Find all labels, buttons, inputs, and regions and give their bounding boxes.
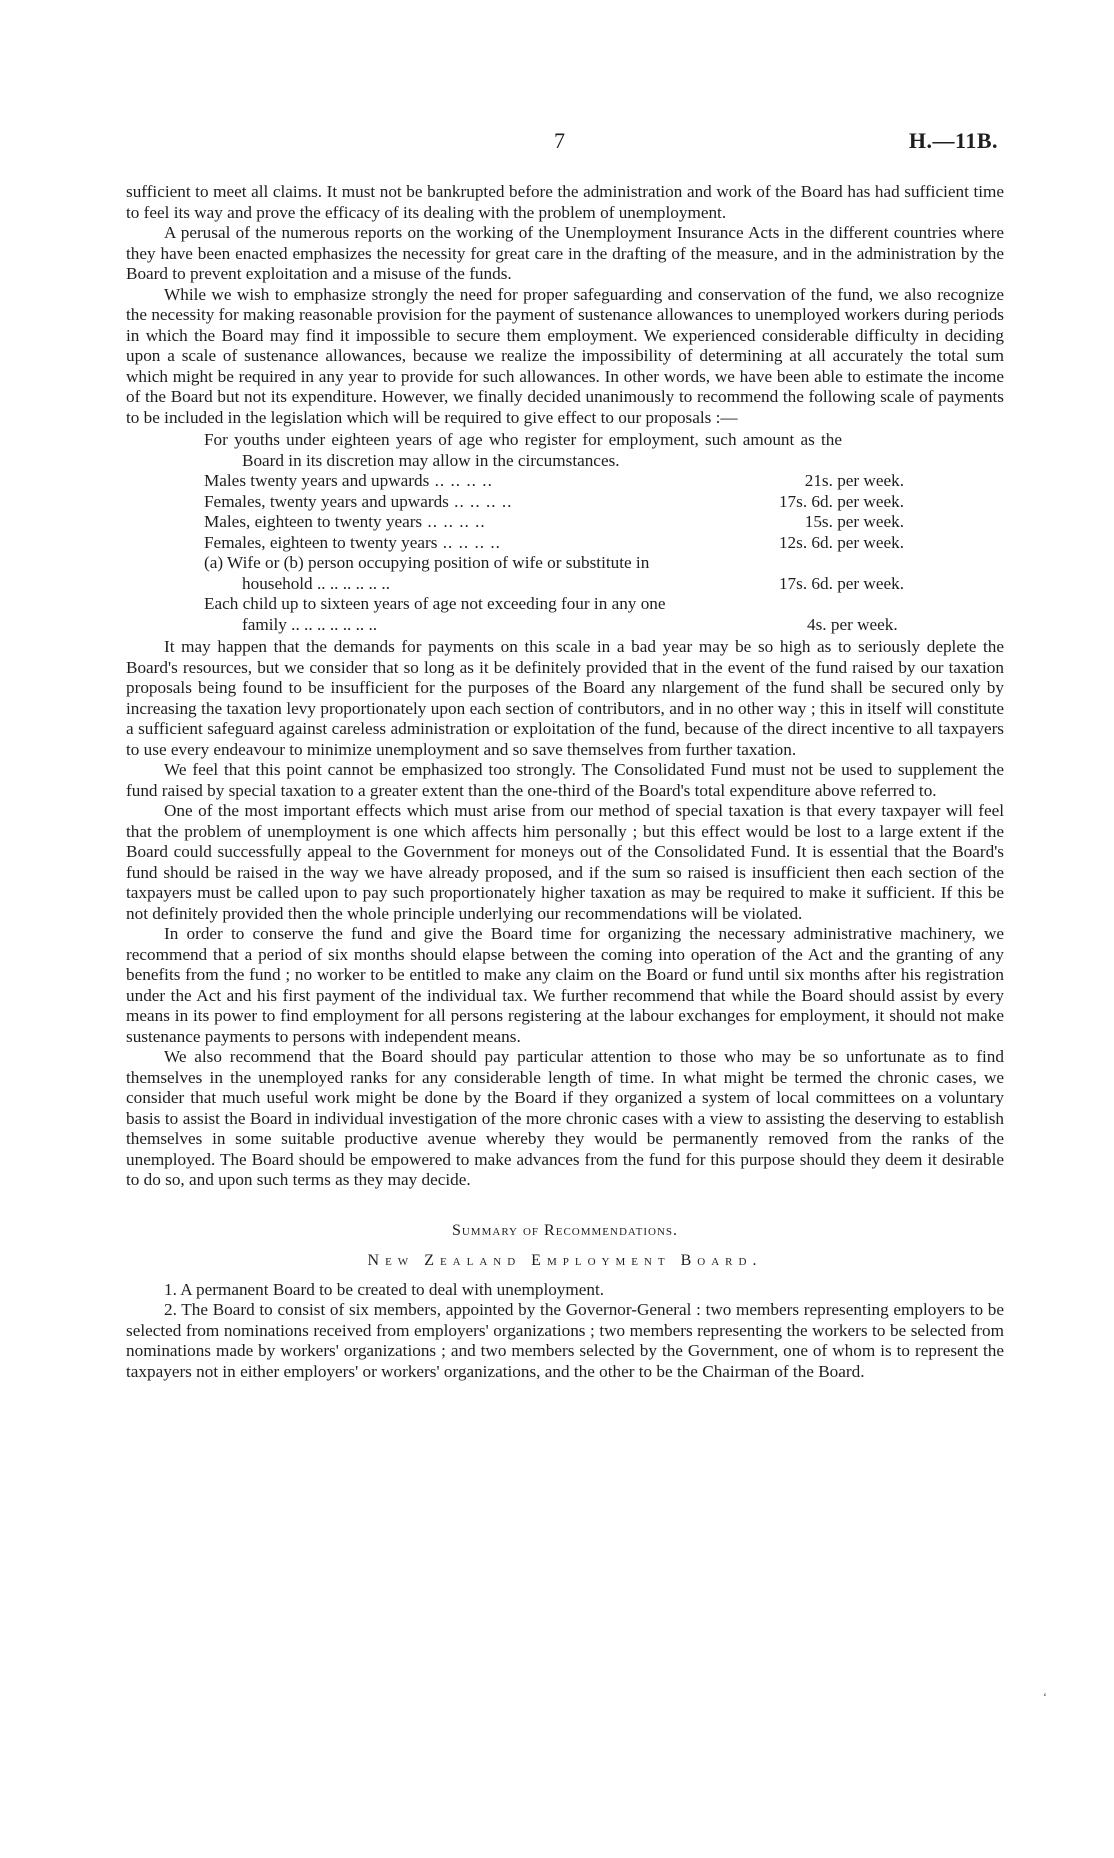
scan-speck: ‘ [1043,1690,1047,1704]
paragraph: In order to conserve the fund and give the Board time for organizing the necessary administrative machinery, we recommend that a period of six months should elapse between the coming into operation of the Act and the granting of any benefits from the fund ; no worker to be entitled to make any claim on the Board or fund until six months after his registration under the Act and his first payment of the individual tax. We further recommend that while the Board should assist by every means in its power to find employment for all persons registering at the labour exchanges for employment, it should not make sustenance payments to persons with independent means. [126,924,1004,1046]
scale-child-label: Each child up to sixteen years of age not exceeding four in any one [204,594,666,613]
scale-row-amount: 15s. per week. [804,512,904,531]
scale-row-label: Males twenty years and upwards .. .. .. .. [204,471,493,490]
paragraph: sufficient to meet all claims. It must not be bankrupted before the administration and work of the Board has had sufficient time to feel its way and prove the efficacy of its dealing with the problem of unemployment. [126,182,1004,222]
paragraph: We also recommend that the Board should pay particular attention to those who may be so unfortunate as to find themselves in the unemployed ranks for any considerable length of time. In what might be termed the chronic cases, we consider that much useful work might be done by the Board if they organized a system of local committees on a voluntary basis to assist the Board in individual investigation of the more chronic cases with a view to assisting the deserving to establish themselves in some suitable productive avenue whereby they would be permanently removed from the ranks of the unemployed. The Board should be empowered to make advances from the fund for this purpose should they deem it desirable to do so, and upon such terms as they may decide. [126,1047,1004,1189]
scale-wife-label: (a) Wife or (b) person occupying position of wife or substitute in [204,553,650,572]
scale-row [204,615,904,636]
paragraph: We feel that this point cannot be emphasized too strongly. The Consolidated Fund must not be used to supplement the fund raised by special taxation to a greater extent than the one-third of the Board's total expenditure above referred to. [126,760,1004,800]
paragraph: It may happen that the demands for payments on this scale in a bad year may be so high as to seriously deplete the Board's resources, but we consider that so long as it be definitely provided that in the event of the fund raised by our taxation proposals being found to be insufficient for the purposes of the Board any nlargement of the fund shall be secured only by increasing the taxation levy proportionately upon each section of contributors, and in no other way ; this in itself will constitute a sufficient safeguard against careless administration or exploitation of the fund, because of the direct incentive to all taxpayers to use every endeavour to minimize unemployment and so save themselves from further taxation. [126,637,1004,759]
scale-row-label: Females, twenty years and upwards .. .. .. .. [204,491,513,511]
scale-row-label: Females, eighteen to twenty years .. .. .. .. [204,532,501,552]
scale-row [204,492,904,513]
board-heading: New Zealand Employment Board. [367,1252,763,1269]
scale-row-amount: 17s. 6d. per week. [778,491,904,511]
document-body [126,182,1004,1382]
recommendation-item: 1. A permanent Board to be created to deal with unemployment. [164,1279,605,1299]
scale-row-label: Males, eighteen to twenty years .. .. .. .. [204,512,486,531]
paragraph: A perusal of the numerous reports on the working of the Unemployment Insurance Acts in the different countries where they have been enacted emphasizes the necessity for great care in the drafting of the measure, and in the administration by the Board to prevent exploitation and a misuse of the funds. [126,223,1004,283]
scale-row [204,471,904,492]
paragraph: One of the most important effects which must arise from our method of special taxation is that every taxpayer will feel that the problem of unemployment is one which affects him personally ; but this effect would be lost to a large extent if the Board could successfully appeal to the Government for moneys out of the Consolidated Fund. It is essential that the Board's fund should be raised in the way we have already proposed, and if the sum so raised is insufficient then each section of the taxpayers must be called upon to pay such proportionately higher taxation as may be required to make it sufficient. If this be not definitely provided then the whole principle underlying our recommendations will be violated. [126,801,1004,923]
summary-heading: Summary of Recommendations. [451,1221,679,1239]
scale-row-label: household .. .. .. .. .. .. [242,573,390,593]
page-number: 7 [554,128,565,153]
scale-row-amount: 17s. 6d. per week. [778,573,904,593]
scale-row-amount: 12s. 6d. per week. [778,532,904,552]
scale-row-label: family .. .. .. .. .. .. .. [242,614,378,634]
scale-row-amount: 4s. per week. [807,614,898,634]
scale-row [204,512,904,533]
paragraph: While we wish to emphasize strongly the need for proper safeguarding and conservation of the fund, we also recognize the necessity for making reasonable provision for the payment of sustenance allowances to unemployed workers during periods in which the Board may find it impossible to secure them employment. We experienced considerable difficulty in deciding upon a scale of sustenance allowances, because we realize the impossibility of determining at all accurately the total sum which might be required in any year to provide for such allowances. In other words, we have been able to estimate the income of the Board but not its expenditure. However, we finally decided unanimously to recommend the following scale of payments to be included in the legislation which will be required to give effect to our proposals :— [126,284,1004,427]
scale-row [204,574,904,595]
document-reference: H.—11B. [908,128,998,153]
sustenance-scale-table [204,430,904,635]
scale-row-amount: 21s. per week. [804,471,904,490]
scale-row [204,533,904,554]
recommendation-item: 2. The Board to consist of six members, appointed by the Governor-General : two members representing employers to be selected from nominations received from employers' organizations ; two members representing the workers to be selected from nominations made by workers' organizations ; and two members selected by the Government, one of whom is to represent the taxpayers not in either employers' or workers' organizations, and the other to be the Chairman of the Board. [126,1300,1004,1381]
scale-intro: For youths under eighteen years of age who register for employment, such amount as the Board in its discretion may allow in the circumstances. [204,430,842,470]
